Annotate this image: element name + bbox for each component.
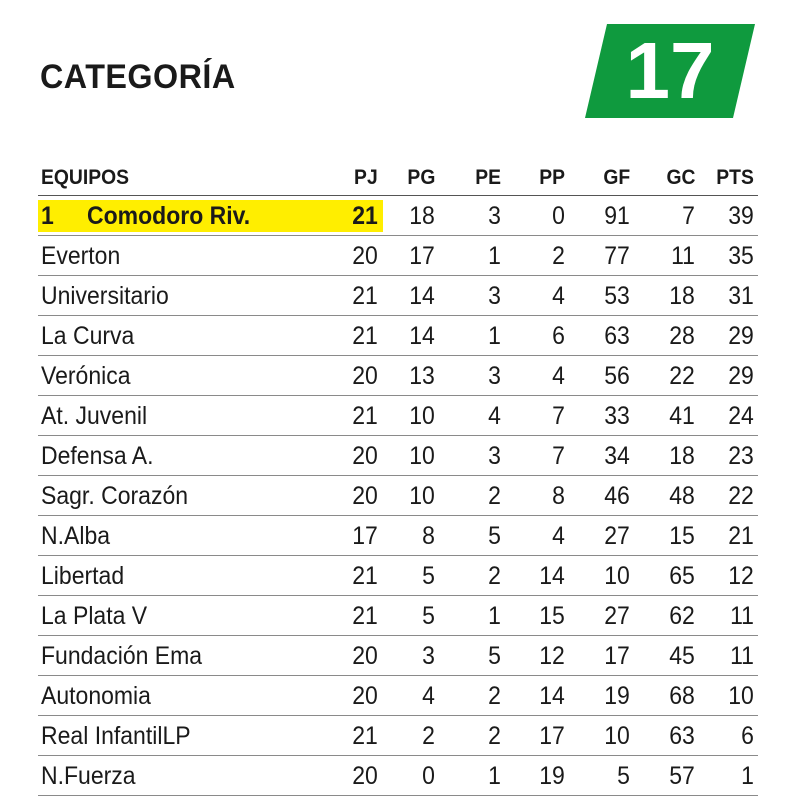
team-name-cell [41,596,147,636]
team-name-cell [41,396,147,436]
gf-cell: 27 [604,602,630,630]
pj-cell: 21 [352,322,378,350]
pts-cell: 29 [728,362,754,390]
team-name: Defensa A. [41,442,154,470]
pts-cell: 35 [728,242,754,270]
column-header-pe: PE [475,166,501,189]
pg-cell: 14 [409,322,435,350]
pg-cell: 8 [422,522,435,550]
pe-cell: 4 [488,402,501,430]
column-header-pj: PJ [354,166,378,189]
pj-cell: 20 [352,442,378,470]
pe-cell: 5 [488,642,501,670]
pp-cell: 6 [552,322,565,350]
team-name-cell [41,356,131,396]
gf-cell: 10 [604,562,630,590]
gf-cell: 10 [604,722,630,750]
pts-cell: 6 [741,722,754,750]
gf-cell: 56 [604,362,630,390]
team-name: At. Juvenil [41,402,148,430]
gc-cell: 41 [669,402,695,430]
pg-cell: 18 [409,202,435,230]
pe-cell: 3 [488,442,501,470]
gc-cell: 45 [669,642,695,670]
pts-cell: 39 [728,202,754,230]
gc-cell: 57 [669,762,695,790]
team-name: N.Alba [41,522,111,550]
team-name: Sagr. Corazón [41,482,189,510]
pts-cell: 11 [730,602,754,630]
pe-cell: 5 [488,522,501,550]
pj-cell: 21 [352,722,378,750]
table-row [38,316,758,356]
gf-cell: 34 [604,442,630,470]
pg-cell: 13 [409,362,435,390]
team-name-cell [41,276,169,316]
team-name-cell [41,676,151,716]
team-name: Universitario [41,282,169,310]
pp-cell: 17 [539,722,565,750]
pg-cell: 3 [422,642,435,670]
gc-cell: 62 [669,602,695,630]
column-header-gc: GC [666,166,695,189]
pp-cell: 12 [539,642,565,670]
gf-cell: 91 [604,202,630,230]
gf-cell: 5 [617,762,630,790]
team-name: Verónica [41,362,131,390]
team-name: N.Fuerza [41,762,136,790]
pj-cell: 20 [352,642,378,670]
pts-cell: 29 [728,322,754,350]
pg-cell: 17 [409,242,435,270]
column-header-pts: PTS [716,166,754,189]
gc-cell: 28 [669,322,695,350]
category-badge [585,24,755,118]
pp-cell: 7 [552,402,565,430]
pe-cell: 2 [488,562,501,590]
pe-cell: 3 [488,282,501,310]
pts-cell: 31 [728,282,754,310]
gf-cell: 17 [604,642,630,670]
pg-cell: 0 [422,762,435,790]
column-header-pp: PP [539,166,565,189]
gf-cell: 53 [604,282,630,310]
pg-cell: 5 [422,602,435,630]
table-row [38,236,758,276]
team-name: Libertad [41,562,125,590]
pj-cell: 21 [352,402,378,430]
pe-cell: 2 [488,482,501,510]
gf-cell: 46 [604,482,630,510]
pe-cell: 1 [488,322,501,350]
table-row [38,756,758,796]
page-title: CATEGORÍA [40,58,236,96]
gf-cell: 27 [604,522,630,550]
team-name-cell [41,716,191,756]
gc-cell: 18 [669,442,695,470]
table-row [38,276,758,316]
pp-cell: 19 [539,762,565,790]
team-name: Fundación Ema [41,642,203,670]
gf-cell: 33 [604,402,630,430]
column-header-gf: GF [603,166,630,189]
team-name: Real InfantilLP [41,722,191,750]
pp-cell: 4 [552,522,565,550]
pe-cell: 1 [488,242,501,270]
gf-cell: 77 [604,242,630,270]
pe-cell: 2 [488,722,501,750]
pj-cell: 21 [352,282,378,310]
pj-cell: 20 [352,242,378,270]
pe-cell: 3 [488,202,501,230]
pts-cell: 23 [728,442,754,470]
table-header [38,158,758,196]
gc-cell: 48 [669,482,695,510]
pg-cell: 4 [422,682,435,710]
table-row [38,516,758,556]
team-name-cell [41,756,136,796]
table-row [38,676,758,716]
team-name: Comodoro Riv. [87,202,251,230]
gc-cell: 22 [669,362,695,390]
team-name-cell [41,196,250,236]
team-name-cell [41,236,120,276]
table-row [38,436,758,476]
pg-cell: 5 [422,562,435,590]
gc-cell: 18 [669,282,695,310]
standings-table [38,158,758,796]
team-name: La Plata V [41,602,148,630]
pg-cell: 10 [409,442,435,470]
pp-cell: 0 [552,202,565,230]
pj-cell: 20 [352,762,378,790]
position-number: 1 [41,202,54,230]
team-name-cell [41,476,188,516]
pj-cell: 21 [352,602,378,630]
pj-cell: 20 [352,482,378,510]
pts-cell: 10 [728,682,754,710]
gc-cell: 65 [669,562,695,590]
team-name: Everton [41,242,121,270]
column-header-pg: PG [407,166,435,189]
table-row [38,556,758,596]
gf-cell: 19 [604,682,630,710]
gc-cell: 7 [682,202,695,230]
pg-cell: 10 [409,482,435,510]
table-row [38,356,758,396]
gc-cell: 68 [669,682,695,710]
pe-cell: 2 [488,682,501,710]
team-name-cell [41,556,124,596]
pp-cell: 15 [539,602,565,630]
gf-cell: 63 [604,322,630,350]
pts-cell: 12 [728,562,754,590]
team-name: Autonomia [41,682,151,710]
pp-cell: 14 [539,562,565,590]
team-name-cell [41,636,202,676]
pp-cell: 8 [552,482,565,510]
pj-cell: 17 [352,522,378,550]
team-name: La Curva [41,322,135,350]
pp-cell: 4 [552,282,565,310]
pj-cell: 21 [352,562,378,590]
team-name-cell [41,316,134,356]
pp-cell: 4 [552,362,565,390]
table-row [38,476,758,516]
gc-cell: 15 [669,522,695,550]
gc-cell: 63 [669,722,695,750]
pg-cell: 2 [422,722,435,750]
table-row [38,396,758,436]
table-row [38,636,758,676]
pp-cell: 14 [539,682,565,710]
pts-cell: 11 [730,642,754,670]
pj-cell: 20 [352,362,378,390]
pe-cell: 1 [488,762,501,790]
category-number: 17 [625,26,715,115]
pj-cell: 21 [352,202,378,230]
pts-cell: 21 [728,522,754,550]
pg-cell: 14 [409,282,435,310]
gc-cell: 11 [671,242,695,270]
pp-cell: 2 [552,242,565,270]
pts-cell: 1 [741,762,754,790]
table-row [38,596,758,636]
pj-cell: 20 [352,682,378,710]
pts-cell: 24 [728,402,754,430]
pts-cell: 22 [728,482,754,510]
pp-cell: 7 [552,442,565,470]
pg-cell: 10 [409,402,435,430]
table-row [38,196,758,236]
team-name-cell [41,436,154,476]
column-header-equipos: EQUIPOS [41,166,130,189]
pe-cell: 3 [488,362,501,390]
team-name-cell [41,516,110,556]
pe-cell: 1 [488,602,501,630]
table-row [38,716,758,756]
